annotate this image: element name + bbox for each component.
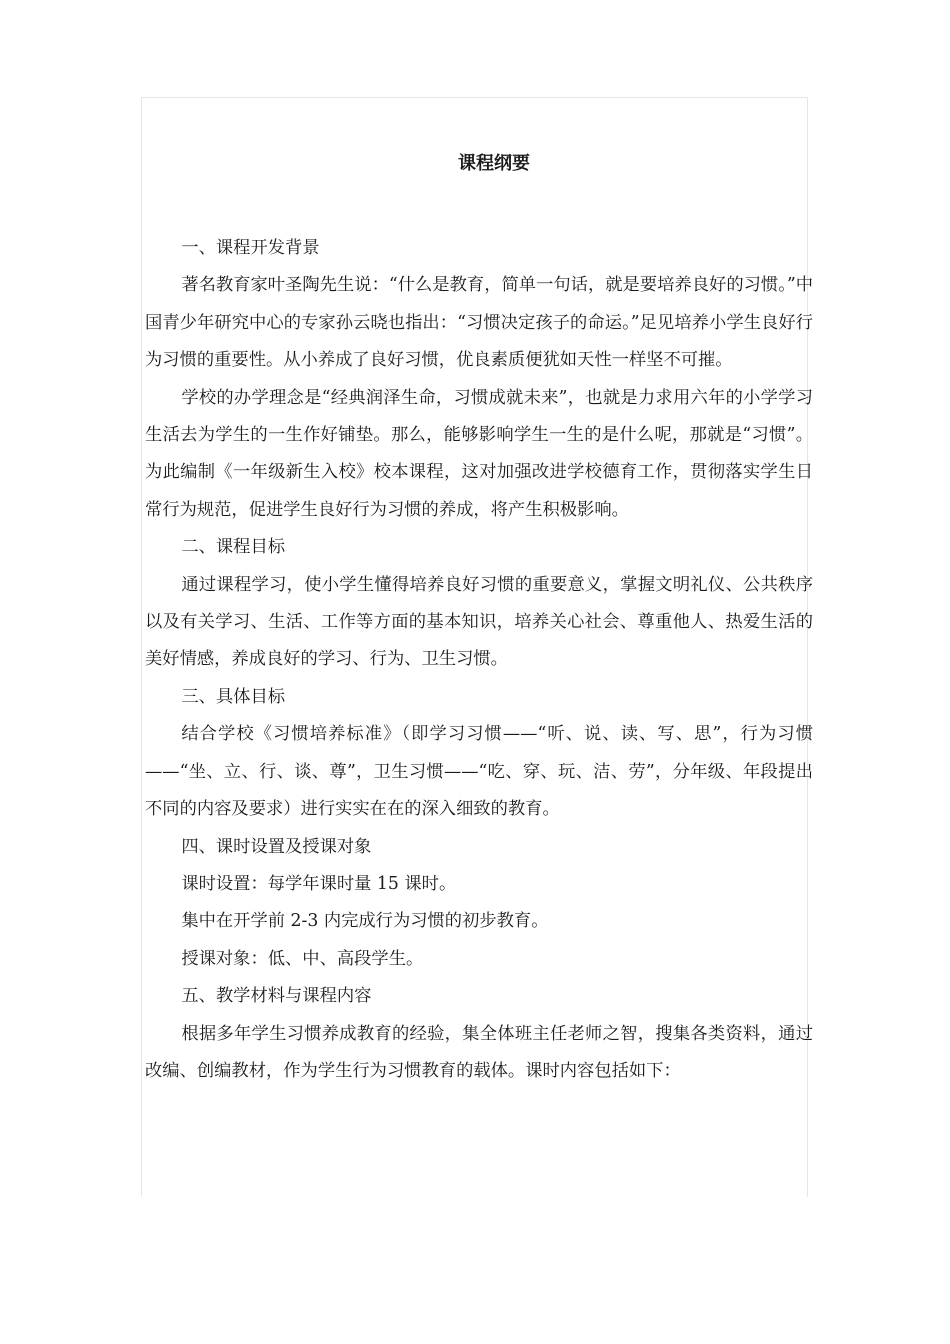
- section-heading: 三、具体目标: [181, 686, 286, 707]
- paragraph: 集中在开学前 2-3 内完成行为习惯的初步教育。: [181, 911, 549, 932]
- document-body: [145, 150, 813, 1090]
- section-heading: 四、课时设置及授课对象: [181, 836, 372, 857]
- section-background: [145, 230, 813, 529]
- paragraph: 根据多年学生习惯养成教育的经验，集全体班主任老师之智，搜集各类资料，通过改编、创编教材，作为学生行为习惯教育的载体。课时内容包括如下：: [145, 1023, 813, 1081]
- paragraph: 课时设置：每学年课时量 15 课时。: [181, 873, 457, 894]
- section-schedule: [145, 829, 813, 979]
- paragraph: 授课对象：低、中、高段学生。: [181, 948, 424, 969]
- section-heading: 一、课程开发背景: [181, 238, 320, 258]
- section-materials: [145, 978, 813, 1090]
- section-heading: 五、教学材料与课程内容: [181, 986, 372, 1007]
- section-heading: 二、课程目标: [181, 537, 286, 558]
- section-specific-goals: [145, 679, 813, 829]
- paragraph: 著名教育家叶圣陶先生说：“什么是教育，简单一句话，就是要培养良好的习惯。”中国青少年研究中心的专家孙云晓也指出：“习惯决定孩子的命运。”足见培养小学生良好行为习惯的重要性。从小养成了良好习惯，优良素质便犹如天性一样坚不可摧。: [145, 275, 813, 371]
- section-goals: [145, 529, 813, 679]
- paragraph: 学校的办学理念是“经典润泽生命，习惯成就未来”，也就是力求用六年的小学学习生活去为学生的一生作好铺垫。那么，能够影响学生一生的是什么呢，那就是“习惯”。为此编制《一年级新生入校》校本课程，这对加强改进学校德育工作，贯彻落实学生日常行为规范，促进学生良好行为习惯的养成，将产生积极影响。: [145, 387, 813, 520]
- document-title: 课程纲要: [458, 153, 530, 174]
- paragraph: 结合学校《习惯培养标准》（即学习习惯——“听、说、读、写、思”，行为习惯——“坐、立、行、谈、尊”，卫生习惯——“吃、穿、玩、洁、劳”，分年级、年段提出不同的内容及要求）进行实实在在的深入细致的教育。: [145, 724, 813, 820]
- paragraph: 通过课程学习，使小学生懂得培养良好习惯的重要意义，掌握文明礼仪、公共秩序以及有关学习、生活、工作等方面的基本知识，培养关心社会、尊重他人、热爱生活的美好情感，养成良好的学习、行为、卫生习惯。: [145, 574, 813, 670]
